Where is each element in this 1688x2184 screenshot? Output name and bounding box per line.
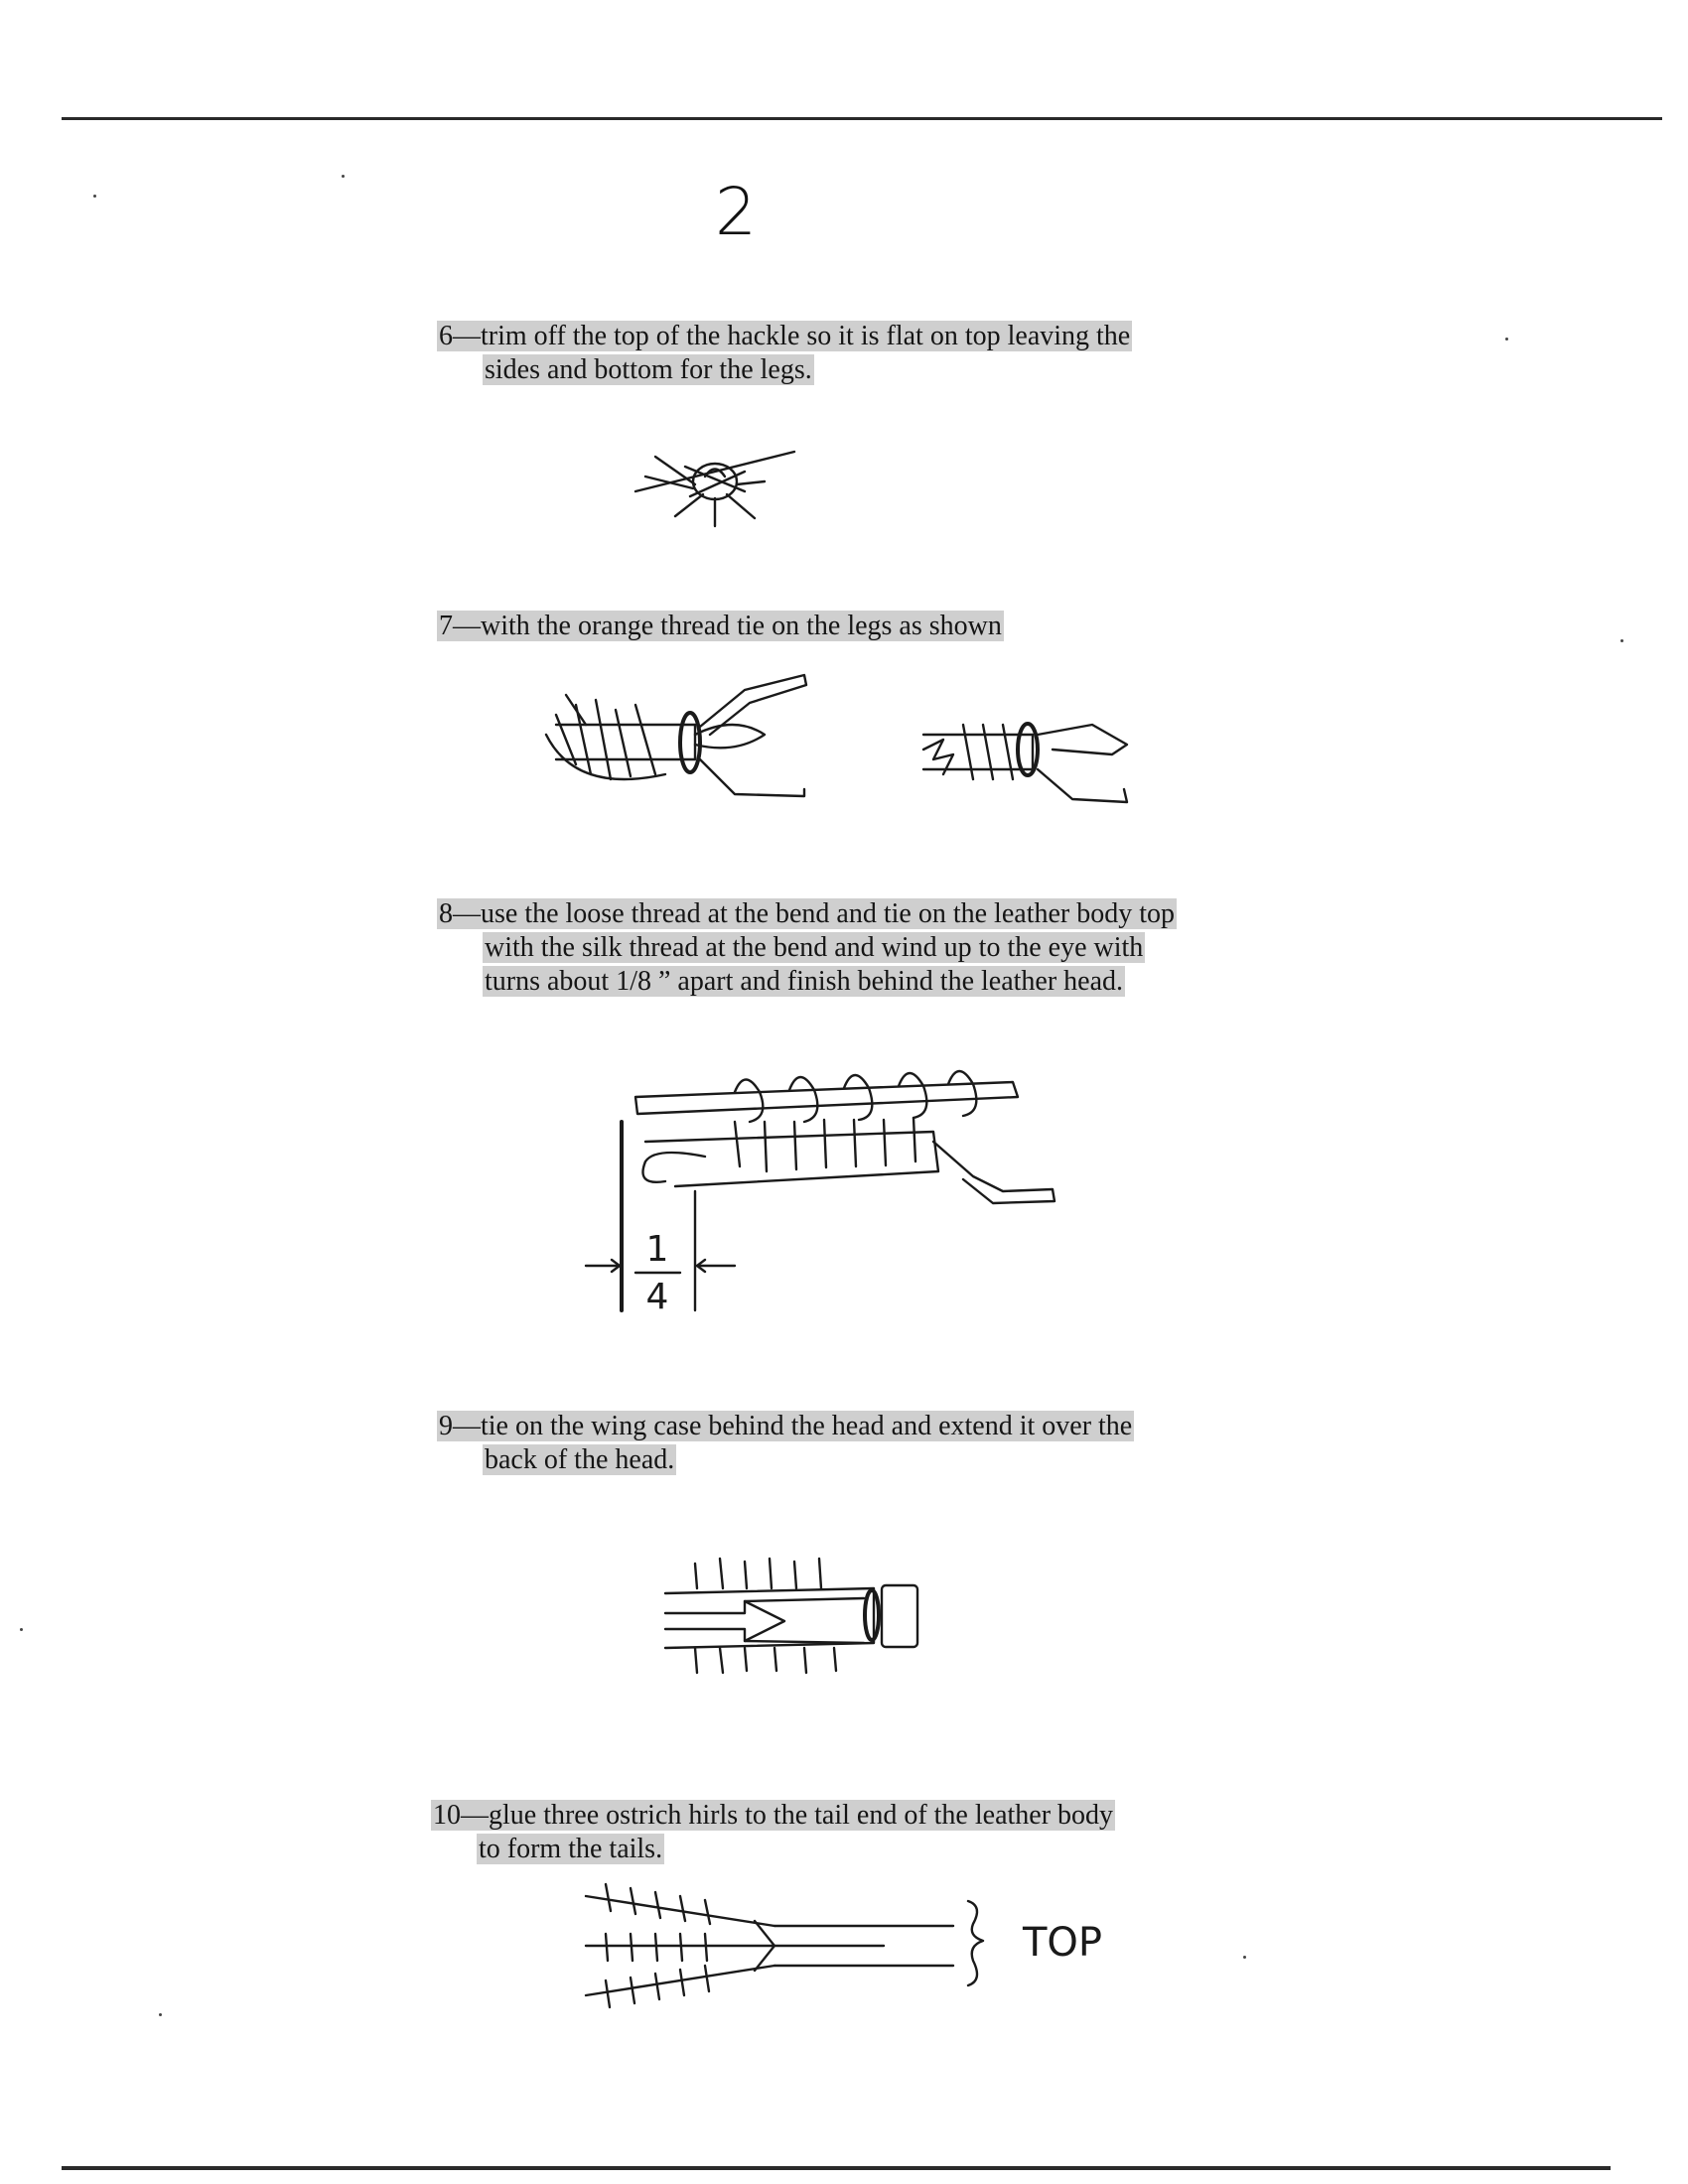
step-10-text xyxy=(431,1799,1115,1866)
step-7-text xyxy=(437,610,1004,643)
scan-speck xyxy=(1620,639,1623,642)
scan-speck xyxy=(1505,338,1508,341)
step-9-line-1: 9—tie on the wing case behind the head and extend it over the xyxy=(439,1411,1133,1441)
scan-speck xyxy=(20,1628,23,1631)
step-6-text xyxy=(437,320,1132,387)
step-8-line-2: with the silk thread at the bend and wind up to the eye with xyxy=(485,932,1144,963)
step-7-legs-sketch-right xyxy=(914,695,1142,814)
step-6-hackle-sketch xyxy=(616,437,814,536)
step-8-dimension-denominator: 4 xyxy=(645,1277,669,1317)
page-number: 2 xyxy=(715,174,757,250)
step-9-line-2: back of the head. xyxy=(485,1444,675,1475)
step-10-line-1: 10—glue three ostrich hirls to the tail end of the leather body xyxy=(433,1800,1114,1831)
top-rule xyxy=(62,117,1662,120)
scan-speck xyxy=(1243,1956,1246,1959)
scan-speck xyxy=(93,195,96,198)
step-10-tails-sketch xyxy=(576,1866,1192,2035)
step-8-line-1: 8—use the loose thread at the bend and tie on the leather body top xyxy=(439,898,1176,929)
step-8-line-3: turns about 1/8 ” apart and finish behind the leather head. xyxy=(485,966,1124,997)
step-6-line-1: 6—trim off the top of the hackle so it is flat on top leaving the xyxy=(439,321,1131,351)
scan-speck xyxy=(342,175,345,178)
step-8-body-sketch xyxy=(576,1062,1092,1320)
bottom-rule xyxy=(62,2166,1611,2170)
step-10-line-2: to form the tails. xyxy=(479,1834,663,1864)
step-9-text xyxy=(437,1410,1134,1477)
step-7-legs-sketch-left xyxy=(536,665,834,814)
step-8-dimension-numerator: 1 xyxy=(645,1229,669,1270)
step-10-top-label: TOP xyxy=(1023,1920,1103,1966)
step-8-text xyxy=(437,897,1177,999)
step-9-wingcase-sketch xyxy=(635,1544,953,1683)
scan-speck xyxy=(159,2013,162,2016)
step-7-line-1: 7—with the orange thread tie on the legs as shown xyxy=(439,611,1002,641)
step-6-line-2: sides and bottom for the legs. xyxy=(485,354,812,385)
